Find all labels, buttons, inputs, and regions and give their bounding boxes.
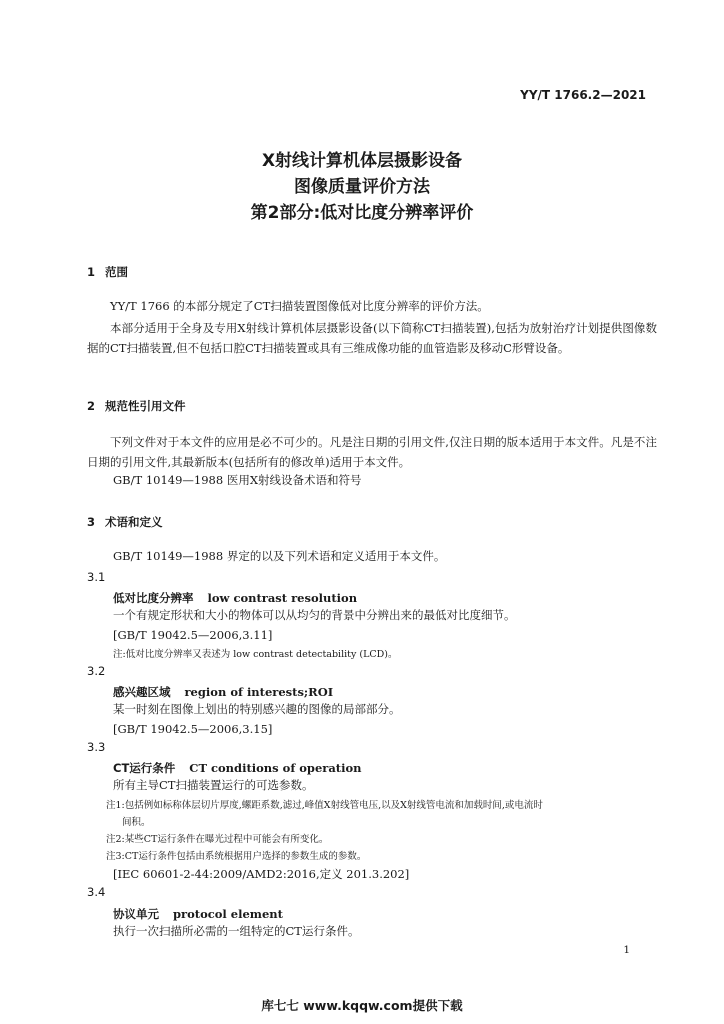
section-title: 规范性引用文件 xyxy=(105,399,186,413)
term-english: CT conditions of operation xyxy=(189,761,362,775)
standard-code: YY/T 1766.2—2021 xyxy=(520,88,646,102)
term-number: 3.2 xyxy=(87,664,106,678)
section-title: 范围 xyxy=(105,265,128,279)
term-notes xyxy=(106,797,658,865)
section-1-paragraph-1: YY/T 1766 的本部分规定了CT扫描装置图像低对比度分辨率的评价方法。 xyxy=(110,299,489,313)
section-3-heading xyxy=(87,514,163,530)
term-note-1: 注1:包括例如标称体层切片厚度,螺距系数,滤过,峰值X射线管电压,以及X射线管电流和加载时间,或电流时 xyxy=(106,800,543,811)
term-note-1-continuation: 间积。 xyxy=(122,817,151,828)
term-heading xyxy=(113,757,362,776)
term-definition: 执行一次扫描所必需的一组特定的CT运行条件。 xyxy=(113,924,360,938)
term-definition: 一个有规定形状和大小的物体可以从均匀的背景中分辨出来的最低对比度细节。 xyxy=(113,608,516,622)
section-number: 1 xyxy=(87,265,96,279)
section-3-intro: GB/T 10149—1988 界定的以及下列术语和定义适用于本文件。 xyxy=(113,549,446,563)
term-english: low contrast resolution xyxy=(207,591,358,605)
term-chinese: 低对比度分辨率 xyxy=(113,591,194,605)
page-number: 1 xyxy=(623,944,630,956)
term-english: protocol element xyxy=(173,907,283,921)
section-2-paragraph-1: 下列文件对于本文件的应用是必不可少的。凡是注日期的引用文件,仅注日期的版本适用于本文件。凡是不注日期的引用文件,其最新版本(包括所有的修改单)适用于本文件。 xyxy=(87,435,657,469)
term-definition: 某一时刻在图像上划出的特别感兴趣的图像的局部部分。 xyxy=(113,702,401,716)
term-number: 3.4 xyxy=(87,885,106,899)
term-note: 注:低对比度分辨率又表述为 low contrast detectability (LCD)。 xyxy=(113,649,398,660)
section-2-heading xyxy=(87,398,186,414)
term-source: [GB/T 19042.5—2006,3.11] xyxy=(113,628,273,642)
title-line-2: 图像质量评价方法 xyxy=(294,177,430,197)
term-heading xyxy=(113,681,333,700)
term-source: [IEC 60601-2-44:2009/AMD2:2016,定义 201.3.202] xyxy=(113,867,410,881)
title-line-3: 第2部分:低对比度分辨率评价 xyxy=(250,203,474,223)
term-note-3: 注3:CT运行条件包括由系统根据用户选择的参数生成的参数。 xyxy=(106,851,367,862)
term-number: 3.3 xyxy=(87,740,106,754)
term-chinese: CT运行条件 xyxy=(113,761,176,775)
term-definition: 所有主导CT扫描装置运行的可选参数。 xyxy=(113,778,314,792)
term-note-2: 注2:某些CT运行条件在曝光过程中可能会有所变化。 xyxy=(106,834,329,845)
term-heading xyxy=(113,587,357,606)
normative-reference: GB/T 10149—1988 医用X射线设备术语和符号 xyxy=(113,473,362,487)
term-number: 3.1 xyxy=(87,570,106,584)
section-1-heading xyxy=(87,264,128,280)
term-heading xyxy=(113,903,283,922)
term-chinese: 感兴趣区域 xyxy=(113,685,171,699)
section-number: 3 xyxy=(87,515,96,529)
section-1-paragraph-2: 本部分适用于全身及专用X射线计算机体层摄影设备(以下简称CT扫描装置),包括为放射治疗计划提供图像数据的CT扫描装置,但不包括口腔CT扫描装置或具有三维成像功能的血管造影及移动C形臂设备。 xyxy=(87,321,657,355)
download-footer: 库七七 www.kqqw.com提供下载 xyxy=(261,998,463,1013)
term-source: [GB/T 19042.5—2006,3.15] xyxy=(113,722,273,736)
document-title xyxy=(0,148,724,226)
term-chinese: 协议单元 xyxy=(113,907,159,921)
title-line-1: X射线计算机体层摄影设备 xyxy=(261,151,463,171)
section-number: 2 xyxy=(87,399,96,413)
term-english: region of interests;ROI xyxy=(184,685,334,699)
section-title: 术语和定义 xyxy=(105,515,163,529)
